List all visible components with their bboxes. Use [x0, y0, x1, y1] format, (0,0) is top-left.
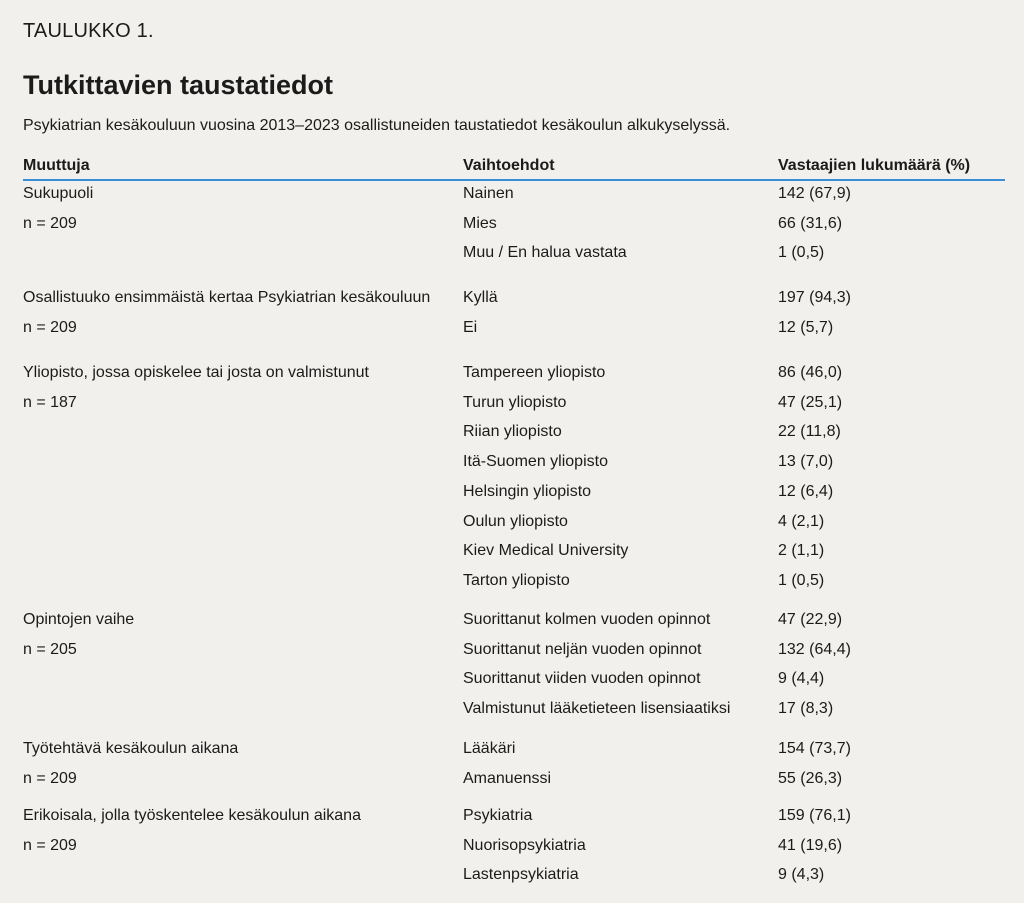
option-label: Tampereen yliopisto	[463, 364, 606, 381]
option-label: Oulun yliopisto	[463, 512, 568, 530]
option-label: Ei	[463, 318, 478, 336]
option-count: 154 (73,7)	[778, 740, 851, 757]
column-header-variable: Muuttuja	[23, 157, 90, 174]
option-label: Tarton yliopisto	[463, 571, 570, 589]
option-label: Turun yliopisto	[463, 393, 567, 411]
option-count: 47 (22,9)	[778, 611, 843, 628]
option-label: Nainen	[463, 185, 514, 202]
option-count: 1 (0,5)	[778, 244, 825, 262]
option-count: 55 (26,3)	[778, 769, 843, 787]
variable-name: Työtehtävä kesäkoulun aikana	[23, 740, 239, 757]
option-label: Helsingin yliopisto	[463, 482, 592, 500]
option-count: 142 (67,9)	[778, 185, 851, 202]
option-count: 197 (94,3)	[778, 289, 851, 306]
option-count: 12 (6,4)	[778, 482, 834, 500]
option-count: 2 (1,1)	[778, 542, 825, 560]
option-label: Nuorisopsykiatria	[463, 836, 586, 854]
option-label: Suorittanut viiden vuoden opinnot	[463, 670, 701, 688]
option-count: 159 (76,1)	[778, 807, 851, 824]
option-count: 4 (2,1)	[778, 512, 825, 530]
sample-size: n = 209	[23, 836, 77, 854]
option-label: Riian yliopisto	[463, 423, 562, 441]
option-label: Suorittanut kolmen vuoden opinnot	[463, 611, 711, 628]
option-count: 22 (11,8)	[778, 423, 841, 441]
column-header-count: Vastaajien lukumäärä (%)	[778, 157, 971, 174]
table-label: TAULUKKO 1.	[23, 20, 154, 42]
option-count: 66 (31,6)	[778, 214, 843, 232]
table-caption: Psykiatrian kesäkouluun vuosina 2013–2023 osallistuneiden taustatiedot kesäkoulun alkukyselyssä.	[23, 117, 731, 134]
option-count: 13 (7,0)	[778, 453, 834, 471]
option-count: 41 (19,6)	[778, 836, 843, 854]
variable-name: Opintojen vaihe	[23, 611, 135, 628]
sample-size: n = 209	[23, 214, 77, 232]
variable-name: Sukupuoli	[23, 185, 94, 202]
option-label: Itä-Suomen yliopisto	[463, 453, 608, 471]
option-count: 12 (5,7)	[778, 318, 834, 336]
option-label: Kiev Medical University	[463, 542, 629, 560]
variable-name: Osallistuuko ensimmäistä kertaa Psykiatrian kesäkouluun	[23, 289, 431, 306]
sample-size: n = 209	[23, 769, 77, 787]
option-count: 47 (25,1)	[778, 393, 843, 411]
sample-size: n = 187	[23, 393, 77, 411]
variable-name: Yliopisto, jossa opiskelee tai josta on valmistunut	[23, 364, 369, 381]
option-count: 132 (64,4)	[778, 640, 851, 658]
option-label: Psykiatria	[463, 807, 533, 824]
option-label: Mies	[463, 214, 497, 232]
option-count: 17 (8,3)	[778, 700, 834, 718]
option-count: 9 (4,4)	[778, 670, 825, 688]
option-count: 86 (46,0)	[778, 364, 843, 381]
option-label: Suorittanut neljän vuoden opinnot	[463, 640, 702, 658]
variable-name: Erikoisala, jolla työskentelee kesäkoulun aikana	[23, 807, 361, 824]
sample-size: n = 209	[23, 318, 77, 336]
bottom-edge	[0, 903, 1024, 907]
option-label: Valmistunut lääketieteen lisensiaatiksi	[463, 700, 731, 718]
option-label: Amanuenssi	[463, 769, 552, 787]
option-count: 9 (4,3)	[778, 866, 825, 884]
option-label: Muu / En halua vastata	[463, 244, 627, 262]
table-title: Tutkittavien taustatiedot	[23, 70, 334, 100]
column-header-options: Vaihtoehdot	[463, 157, 555, 174]
sample-size: n = 205	[23, 640, 77, 658]
option-label: Kyllä	[463, 289, 498, 306]
option-label: Lääkäri	[463, 740, 516, 757]
option-label: Lastenpsykiatria	[463, 866, 579, 884]
option-count: 1 (0,5)	[778, 571, 825, 589]
header-divider	[23, 179, 1005, 181]
